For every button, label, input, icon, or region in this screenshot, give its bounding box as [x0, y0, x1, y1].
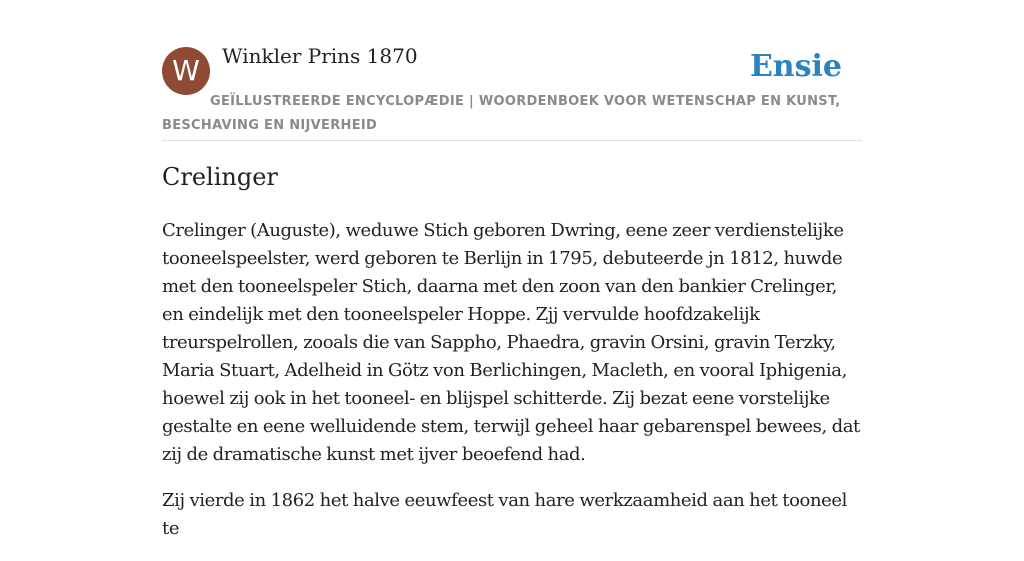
source-avatar[interactable]: W — [162, 47, 210, 95]
article-paragraph-1: Crelinger (Auguste), weduwe Stich geboren Dwring, eene zeer verdienstelijke tooneelspeelster, werd geboren te Berlijn in 1795, debuteerde jn 1812, huwde met den tooneelspeler Stich, daarna met den zoon van den bankier Crelinger, en eindelijk met den tooneelspeler Hoppe. Zjj vervulde hoofdzakelijk treurspelrollen, zooals die van Sappho, Phaedra, gravin Orsini, gravin Terzky, Maria Stuart, Adelheid in Götz von Berlichingen, Macleth, en vooral Iphigenia, hoewel zij ook in het tooneel- en blijspel schitterde. Zij bezat eene vorstelijke gestalte en eene welluidende stem, terwijl geheel haar gebarenspel bewees, dat zij de dramatische kunst met ijver beoefend had. — [162, 220, 860, 465]
article-title: Crelinger — [162, 163, 278, 191]
article-paragraph-2: Zij vierde in 1862 het halve eeuwfeest van hare werkzaamheid aan het tooneel te — [162, 490, 848, 539]
header — [162, 0, 862, 141]
source-subtitle: GEÏLLUSTREERDE ENCYCLOPÆDIE | WOORDENBOEK VOOR WETENSCHAP EN KUNST, BESCHAVING EN NIJVERHEID — [162, 94, 841, 133]
ensie-logo-link[interactable]: Ensie — [749, 49, 842, 84]
article-body — [162, 217, 862, 543]
source-title[interactable]: Winkler Prins 1870 — [222, 44, 418, 68]
page — [162, 0, 862, 561]
